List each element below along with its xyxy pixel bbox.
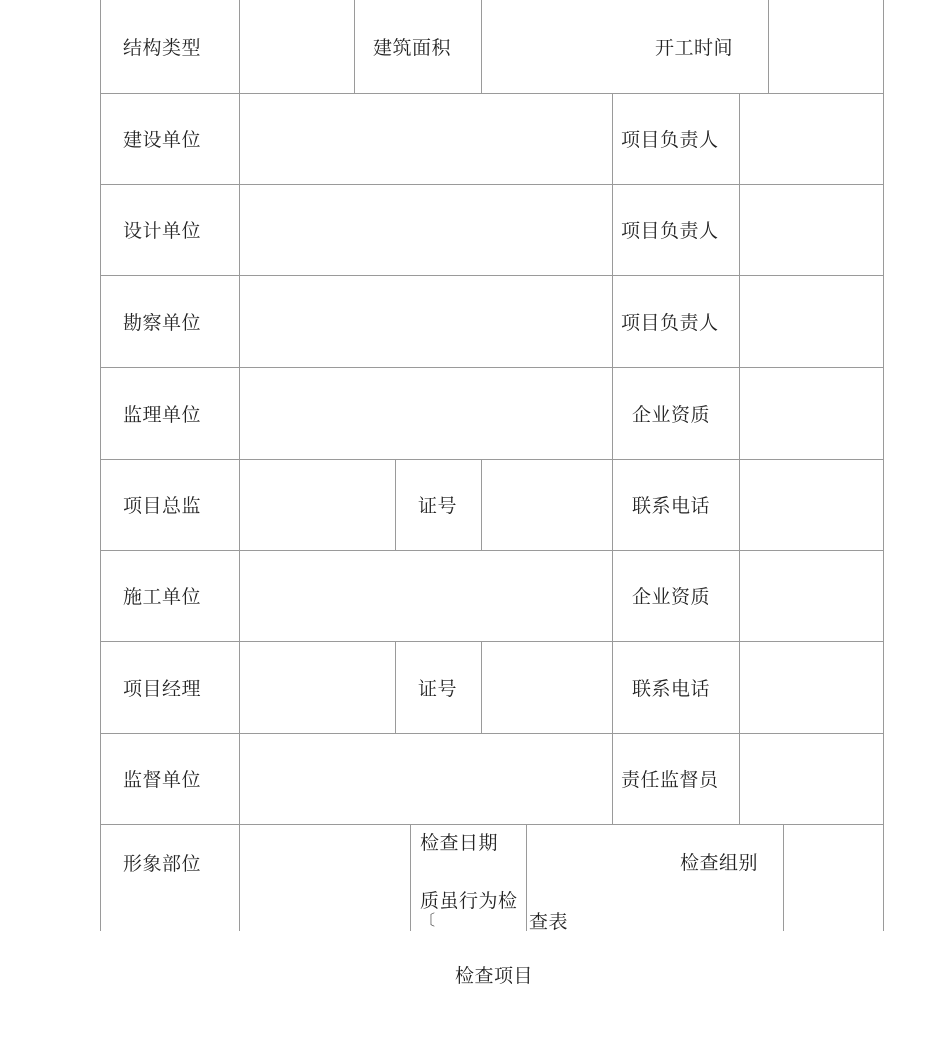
label-contact-phone: 联系电话 — [632, 495, 711, 517]
label-responsible-inspector: 责任监督员 — [621, 769, 719, 791]
divider — [395, 459, 396, 550]
form-border-left — [100, 0, 101, 931]
label-project-manager: 项目经理 — [123, 678, 202, 700]
divider — [783, 825, 784, 931]
divider — [354, 0, 355, 94]
row-divider — [100, 275, 884, 276]
divider — [481, 0, 482, 94]
divider — [395, 641, 396, 733]
label-contractor-unit: 施工单位 — [123, 586, 202, 608]
label-start-time: 开工时间 — [655, 37, 734, 59]
divider — [410, 825, 411, 931]
row-divider — [100, 550, 884, 551]
row-divider — [100, 459, 884, 460]
label-certificate-no: 证号 — [418, 495, 458, 517]
label-inspection-group: 检查组别 — [680, 852, 759, 874]
footer-inspection-items: 检查项目 — [455, 965, 534, 987]
form-border-right — [883, 0, 884, 931]
fragment-checklist: 查表 — [529, 911, 569, 933]
divider — [768, 0, 769, 94]
fragment-quality-behavior: 质虽行为检 — [420, 890, 518, 912]
row-divider — [100, 184, 884, 185]
row-divider — [100, 641, 884, 642]
fragment-paren: 〔 — [420, 911, 436, 929]
row-divider — [100, 367, 884, 368]
label-certificate-no: 证号 — [418, 678, 458, 700]
label-contact-phone: 联系电话 — [632, 678, 711, 700]
label-progress-position: 形象部位 — [123, 853, 202, 875]
label-project-lead: 项目负责人 — [621, 220, 719, 242]
label-oversight-unit: 监督单位 — [123, 769, 202, 791]
label-design-unit: 设计单位 — [123, 220, 202, 242]
row-divider — [100, 733, 884, 734]
label-enterprise-qualification: 企业资质 — [632, 586, 711, 608]
label-construction-unit: 建设单位 — [123, 129, 202, 151]
divider — [481, 641, 482, 733]
label-chief-supervisor: 项目总监 — [123, 495, 202, 517]
label-building-area: 建筑面积 — [373, 37, 452, 59]
label-project-lead: 项目负责人 — [621, 312, 719, 334]
label-survey-unit: 勘察单位 — [123, 312, 202, 334]
label-enterprise-qualification: 企业资质 — [632, 404, 711, 426]
row-divider — [100, 824, 884, 825]
label-project-lead: 项目负责人 — [621, 129, 719, 151]
label-inspection-date: 检查日期 — [420, 832, 499, 854]
divider — [481, 459, 482, 550]
row-divider — [100, 93, 884, 94]
label-structure-type: 结构类型 — [123, 37, 202, 59]
label-column-divider — [239, 0, 240, 931]
divider — [526, 825, 527, 931]
label-supervision-unit: 监理单位 — [123, 404, 202, 426]
